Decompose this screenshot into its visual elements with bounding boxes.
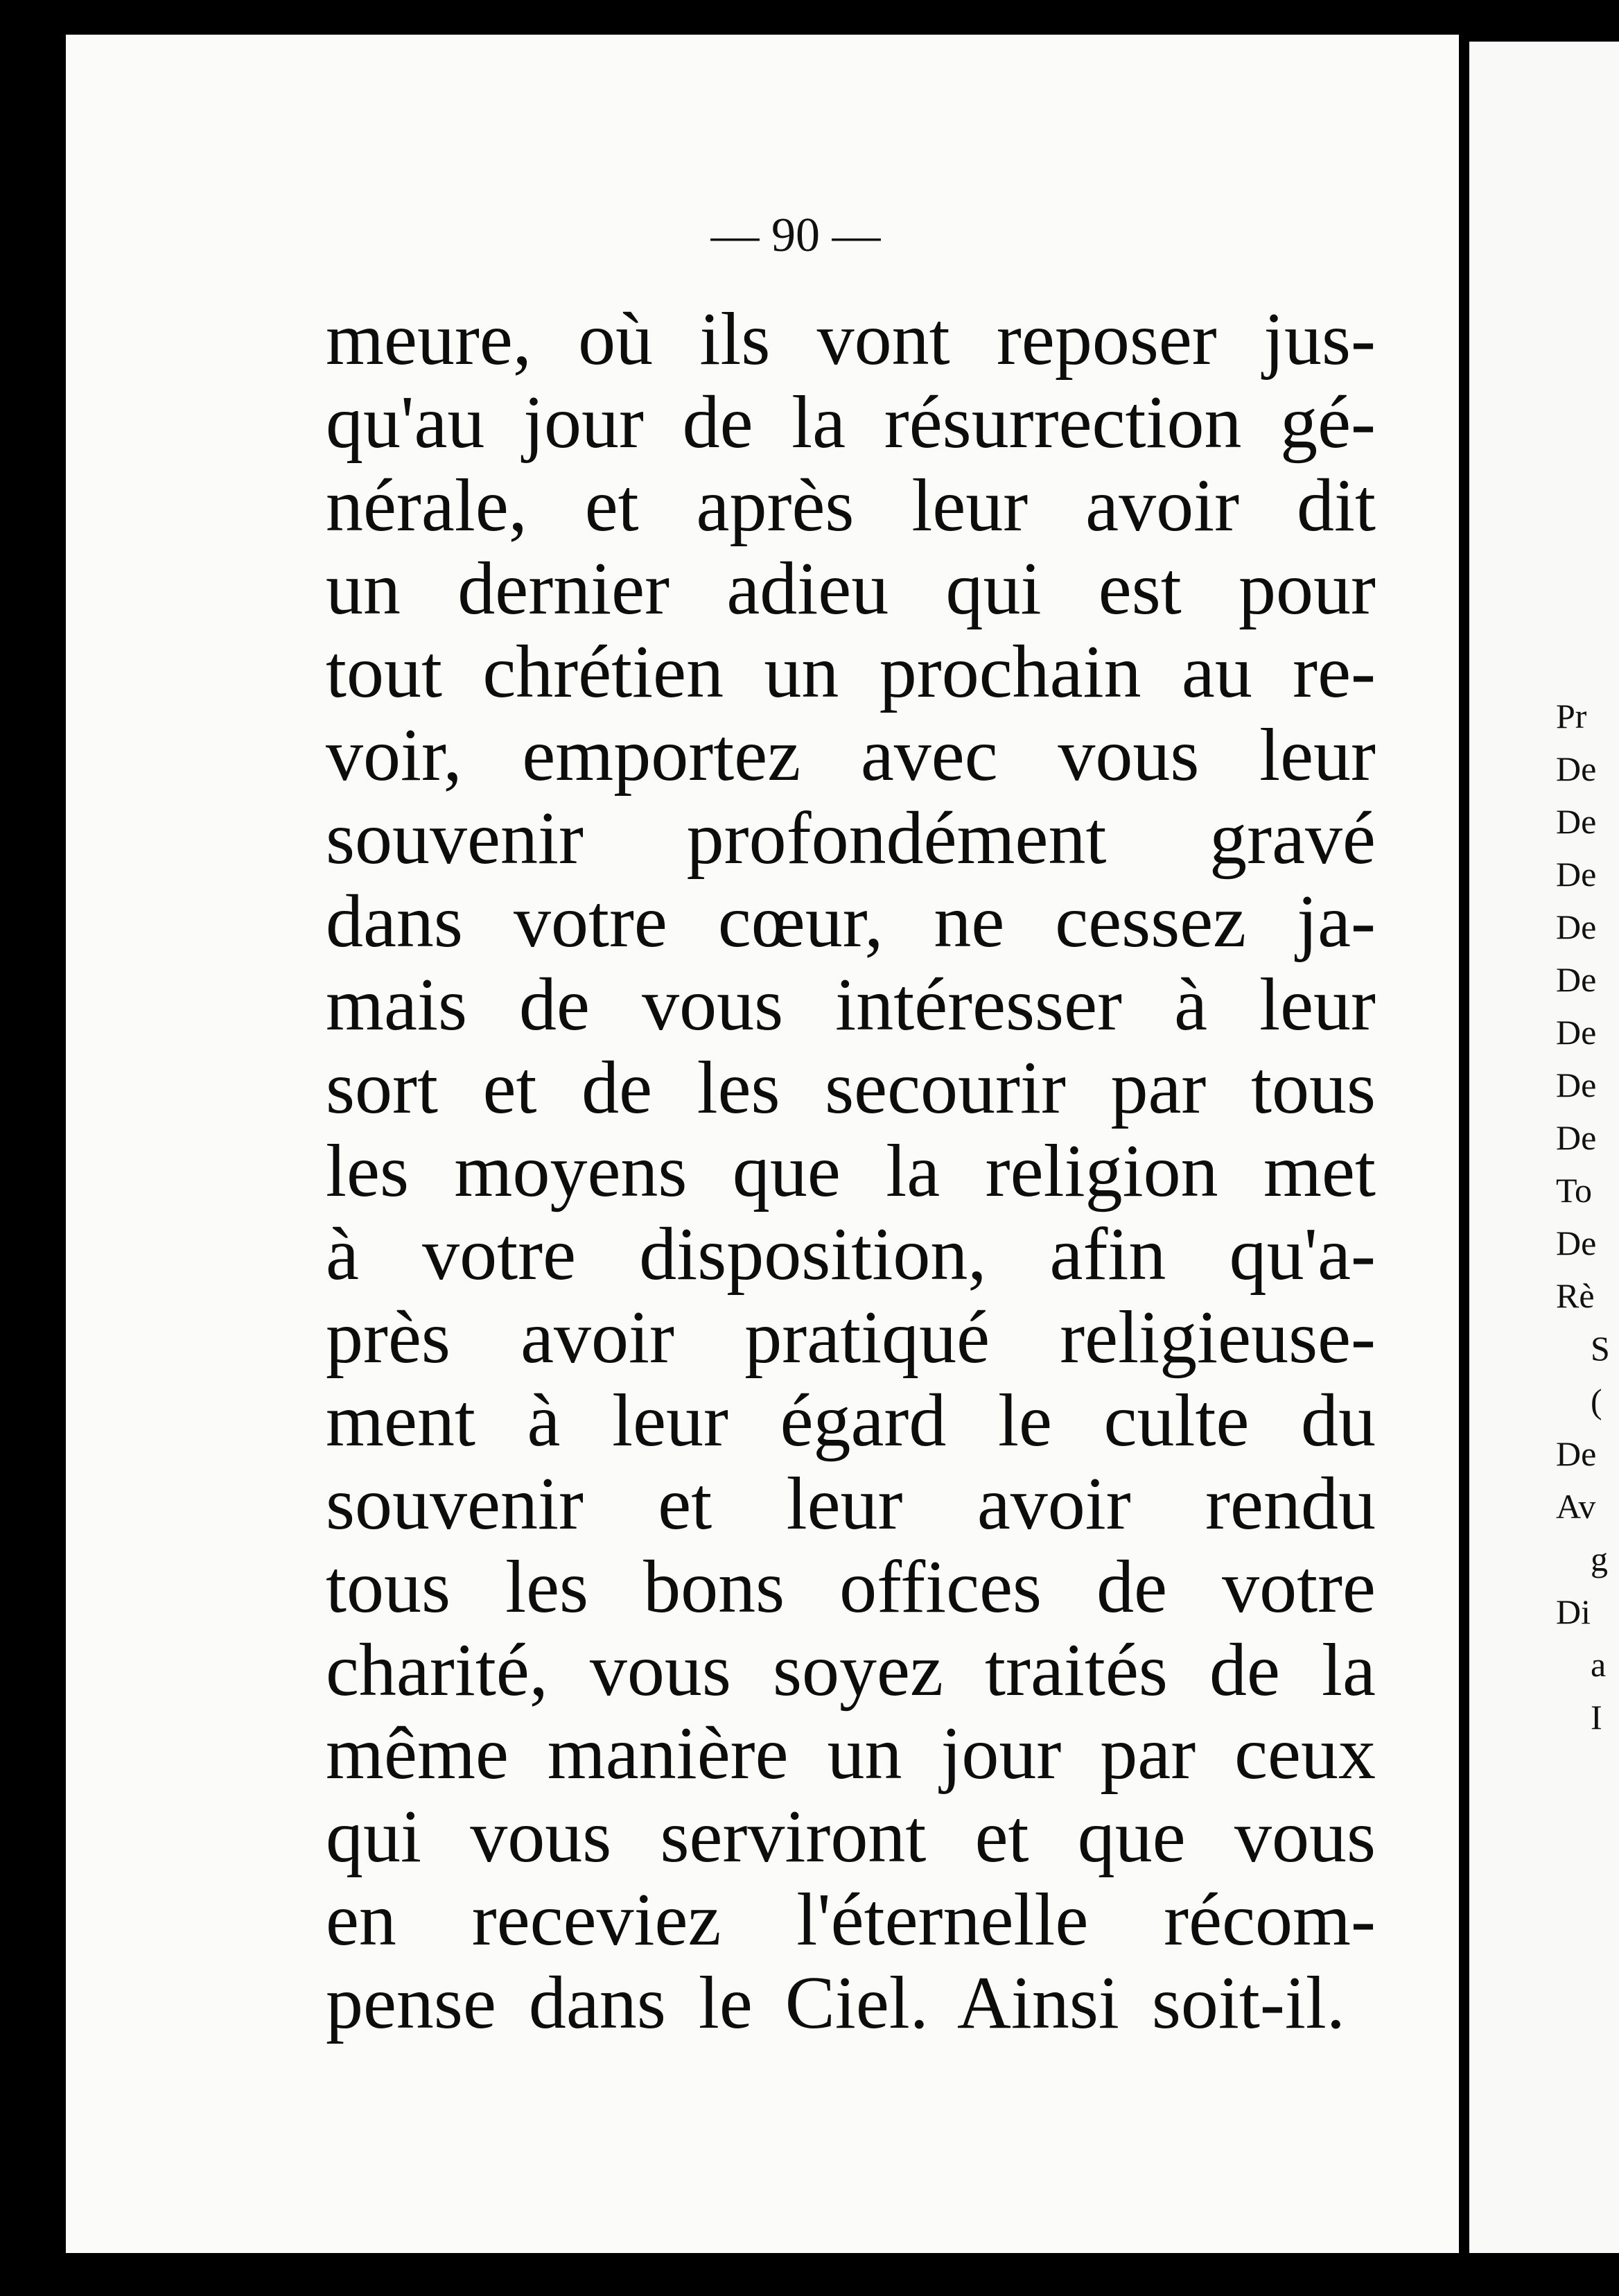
fragment: Av (1556, 1487, 1596, 1526)
fragment: To (1556, 1171, 1593, 1210)
text-line: voir, emportez avec vous leur (326, 714, 1376, 797)
fragment: De (1556, 1434, 1597, 1473)
text-line: même manière un jour par ceux (326, 1712, 1376, 1795)
text-line: dans votre cœur, ne cessez ja- (326, 880, 1376, 963)
fragment: De (1556, 1224, 1597, 1262)
fragment: De (1556, 907, 1597, 946)
fragment: a (1591, 1645, 1607, 1684)
fragment: De (1556, 1066, 1597, 1104)
text-line: près avoir pratiqué religieuse- (326, 1296, 1376, 1379)
fragment: I (1591, 1698, 1602, 1737)
text-line: les moyens que la religion met (326, 1130, 1376, 1212)
fragment: De (1556, 960, 1597, 999)
text-line: sort et de les secourir par tous (326, 1047, 1376, 1129)
fragment: De (1556, 855, 1597, 894)
text-line: en receviez l'éternelle récom- (326, 1879, 1376, 1961)
text-line: souvenir et leur avoir rendu (326, 1463, 1376, 1545)
fragment: De (1556, 1013, 1597, 1052)
fragment: De (1556, 802, 1597, 841)
fragment: Rè (1556, 1276, 1595, 1315)
text-line: un dernier adieu qui est pour (326, 548, 1376, 630)
fragment: De (1556, 749, 1597, 788)
fragment: Pr (1556, 697, 1587, 736)
fragment: ( (1591, 1382, 1602, 1420)
fragment: S (1591, 1329, 1610, 1368)
facing-page-fragments (1556, 690, 1619, 1743)
text-line: tous les bons offices de votre (326, 1546, 1376, 1628)
text-line: nérale, et après leur avoir dit (326, 464, 1376, 547)
text-line: souvenir profondément gravé (326, 797, 1376, 880)
text-line: qu'au jour de la résurrection gé- (326, 381, 1376, 464)
text-line: pense dans le Ciel. Ainsi soit-il. (326, 1962, 1345, 2044)
text-line: tout chrétien un prochain au re- (326, 631, 1376, 713)
text-line: meure, où ils vont reposer jus- (326, 298, 1376, 381)
body-text (326, 298, 1376, 2045)
text-line: ment à leur égard le culte du (326, 1380, 1376, 1462)
text-line: mais de vous intéresser à leur (326, 964, 1376, 1046)
fragment: g (1591, 1540, 1608, 1578)
fragment: De (1556, 1118, 1597, 1157)
text-line: qui vous serviront et que vous (326, 1795, 1376, 1878)
text-line: charité, vous soyez traités de la (326, 1629, 1376, 1712)
page-number: — 90 — (710, 209, 881, 262)
text-line: à votre disposition, afin qu'a- (326, 1213, 1376, 1296)
fragment: Di (1556, 1592, 1591, 1631)
